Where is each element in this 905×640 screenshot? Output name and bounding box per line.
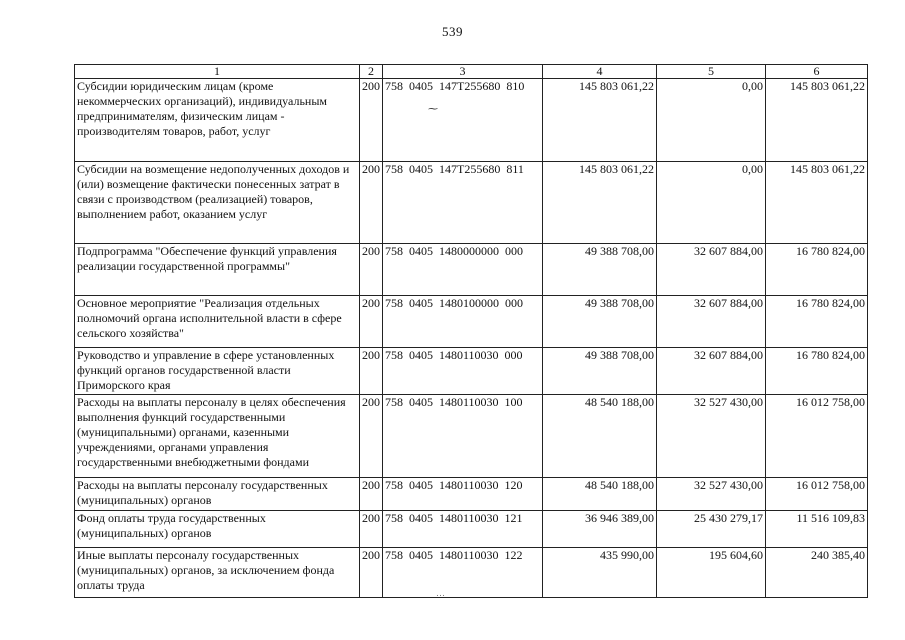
row-value-col5: 32 527 430,00: [657, 478, 766, 511]
row-value-col5: 195 604,60: [657, 548, 766, 598]
row-value-col6: 145 803 061,22: [766, 79, 868, 162]
row-value-col5: 32 607 884,00: [657, 348, 766, 395]
row-value-col6: 16 780 824,00: [766, 296, 868, 348]
row-value-col5: 0,00: [657, 162, 766, 244]
table-row: [75, 296, 868, 348]
table-row: [75, 478, 868, 511]
row-classification: 758 0405 1480100000 000: [383, 296, 543, 348]
page-number: 539: [442, 24, 463, 39]
row-classification: 758 0405 1480110030 121: [383, 511, 543, 548]
table-body: [75, 65, 868, 598]
row-classification: 758 0405 1480110030 000: [383, 348, 543, 395]
row-value-col5: 32 607 884,00: [657, 244, 766, 296]
header-col-2: 2: [360, 65, 383, 79]
row-value-col5: 32 607 884,00: [657, 296, 766, 348]
row-name: Субсидии на возмещение недополученных доходов и (или) возмещение фактически понесенных затрат в связи с производством (реализацией) товаров, выполнением работ, оказанием услуг: [75, 162, 360, 244]
row-name: Иные выплаты персоналу государственных (муниципальных) органов, за исключением фонда оплаты труда: [75, 548, 360, 598]
scan-mark: ⁓: [428, 104, 437, 115]
table-row: [75, 548, 868, 598]
row-value-col6: 16 012 758,00: [766, 395, 868, 478]
row-name: Основное мероприятие "Реализация отдельных полномочий органа исполнительной власти в сфере сельского хозяйства": [75, 296, 360, 348]
row-value-col6: 11 516 109,83: [766, 511, 868, 548]
header-col-5: 5: [657, 65, 766, 79]
row-code: 200: [360, 511, 383, 548]
row-value-col6: 240 385,40: [766, 548, 868, 598]
row-value-col4: 145 803 061,22: [543, 162, 657, 244]
table-row: [75, 395, 868, 478]
row-value-col4: 49 388 708,00: [543, 296, 657, 348]
row-value-col4: 49 388 708,00: [543, 348, 657, 395]
row-value-col6: 16 012 758,00: [766, 478, 868, 511]
header-col-6: 6: [766, 65, 868, 79]
budget-table: [74, 64, 868, 598]
row-classification: 758 0405 1480000000 000: [383, 244, 543, 296]
row-value-col4: 36 946 389,00: [543, 511, 657, 548]
table-row: [75, 511, 868, 548]
row-value-col5: 25 430 279,17: [657, 511, 766, 548]
row-value-col6: 16 780 824,00: [766, 244, 868, 296]
row-classification: 758 0405 147Т255680 810: [383, 79, 543, 162]
header-col-4: 4: [543, 65, 657, 79]
row-name: Подпрограмма "Обеспечение функций управления реализации государственной программы": [75, 244, 360, 296]
row-name: Расходы на выплаты персоналу государственных (муниципальных) органов: [75, 478, 360, 511]
row-value-col5: 32 527 430,00: [657, 395, 766, 478]
header-row: [75, 65, 868, 79]
row-name: Фонд оплаты труда государственных (муниципальных) органов: [75, 511, 360, 548]
row-value-col6: 16 780 824,00: [766, 348, 868, 395]
table-row: [75, 348, 868, 395]
row-code: 200: [360, 79, 383, 162]
row-value-col4: 145 803 061,22: [543, 79, 657, 162]
row-classification: 758 0405 147Т255680 811: [383, 162, 543, 244]
row-code: 200: [360, 478, 383, 511]
row-name: Руководство и управление в сфере установленных функций органов государственной власти Приморского края: [75, 348, 360, 395]
row-code: 200: [360, 244, 383, 296]
scan-dots: …: [436, 588, 446, 598]
row-classification: 758 0405 1480110030 122: [383, 548, 543, 598]
row-value-col4: 435 990,00: [543, 548, 657, 598]
row-value-col4: 48 540 188,00: [543, 478, 657, 511]
row-classification: 758 0405 1480110030 100: [383, 395, 543, 478]
row-name: Расходы на выплаты персоналу в целях обеспечения выполнения функций государственными (муниципальными) органами, казенными учреждениями, органами управления государственными внебюджетными фондами: [75, 395, 360, 478]
row-value-col6: 145 803 061,22: [766, 162, 868, 244]
row-name: Субсидии юридическим лицам (кроме некоммерческих организаций), индивидуальным предпринимателям, физическим лицам - производителям товаров, работ, услуг: [75, 79, 360, 162]
row-code: 200: [360, 348, 383, 395]
row-value-col4: 49 388 708,00: [543, 244, 657, 296]
table-row: [75, 244, 868, 296]
header-col-3: 3: [383, 65, 543, 79]
row-value-col4: 48 540 188,00: [543, 395, 657, 478]
row-code: 200: [360, 395, 383, 478]
table-row: [75, 162, 868, 244]
table-row: [75, 79, 868, 162]
row-code: 200: [360, 296, 383, 348]
row-classification: 758 0405 1480110030 120: [383, 478, 543, 511]
row-value-col5: 0,00: [657, 79, 766, 162]
header-col-1: 1: [75, 65, 360, 79]
row-code: 200: [360, 162, 383, 244]
row-code: 200: [360, 548, 383, 598]
